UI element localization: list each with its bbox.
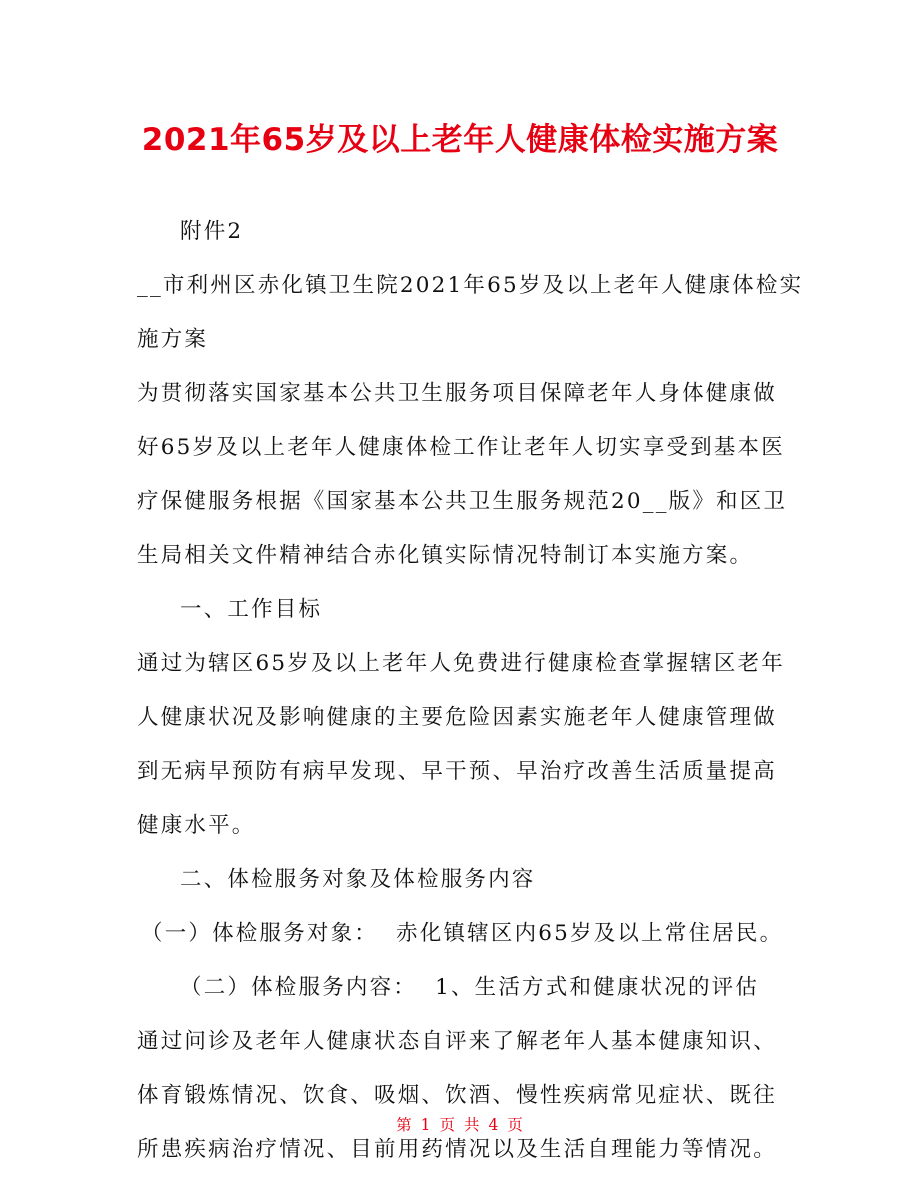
footer-label-page: 第 xyxy=(396,1116,413,1134)
footer-label-total-unit: 页 xyxy=(507,1116,524,1134)
section-heading-2: 二、体检服务对象及体检服务内容 xyxy=(180,867,536,892)
subtitle-line-2: 施方案 xyxy=(137,327,209,352)
subsection-target: （一）体检服务对象： 赤化镇辖区内65岁及以上常住居民。 xyxy=(141,921,784,946)
paragraph-goal-line-3: 到无病早预防有病早发现、早干预、早治疗改善生活质量提高 xyxy=(137,759,777,784)
paragraph-content-line-1: 通过问诊及老年人健康状态自评来了解老年人基本健康知识、 xyxy=(137,1029,777,1054)
document-body xyxy=(137,205,804,1177)
attachment-label: 附件2 xyxy=(180,219,244,244)
paragraph-goal-line-2: 人健康状况及影响健康的主要危险因素实施老年人健康管理做 xyxy=(137,705,777,730)
paragraph-content-line-3: 所患疾病治疗情况、目前用药情况以及生活自理能力等情况。 xyxy=(137,1137,777,1162)
paragraph-content-line-2: 体育锻炼情况、饮食、吸烟、饮酒、慢性疾病常见症状、既往 xyxy=(137,1083,777,1108)
paragraph-intro-line-4: 生局相关文件精神结合赤化镇实际情况特制订本实施方案。 xyxy=(137,543,754,568)
section-heading-1: 一、工作目标 xyxy=(180,597,323,622)
page-footer xyxy=(0,1110,920,1140)
paragraph-intro-line-3: 疗保健服务根据《国家基本公共卫生服务规范20__版》和区卫 xyxy=(137,489,788,514)
subtitle-line-1: __市利州区赤化镇卫生院2021年65岁及以上老年人健康体检实 xyxy=(137,273,804,298)
footer-label-total: 共 xyxy=(464,1116,481,1134)
paragraph-intro-line-1: 为贯彻落实国家基本公共卫生服务项目保障老年人身体健康做 xyxy=(137,381,777,406)
paragraph-goal-line-4: 健康水平。 xyxy=(137,813,256,838)
document-title: 2021年65岁及以上老年人健康体检实施方案 xyxy=(141,122,779,158)
footer-total-pages: 4 xyxy=(488,1116,500,1134)
subsection-content: （二）体检服务内容： 1、生活方式和健康状况的评估 xyxy=(180,975,760,1000)
footer-label-page-unit: 页 xyxy=(439,1116,456,1134)
footer-current-page: 1 xyxy=(420,1116,432,1134)
paragraph-intro-line-2: 好65岁及以上老年人健康体检工作让老年人切实享受到基本医 xyxy=(137,435,785,460)
paragraph-goal-line-1: 通过为辖区65岁及以上老年人免费进行健康检查掌握辖区老年 xyxy=(137,651,785,676)
